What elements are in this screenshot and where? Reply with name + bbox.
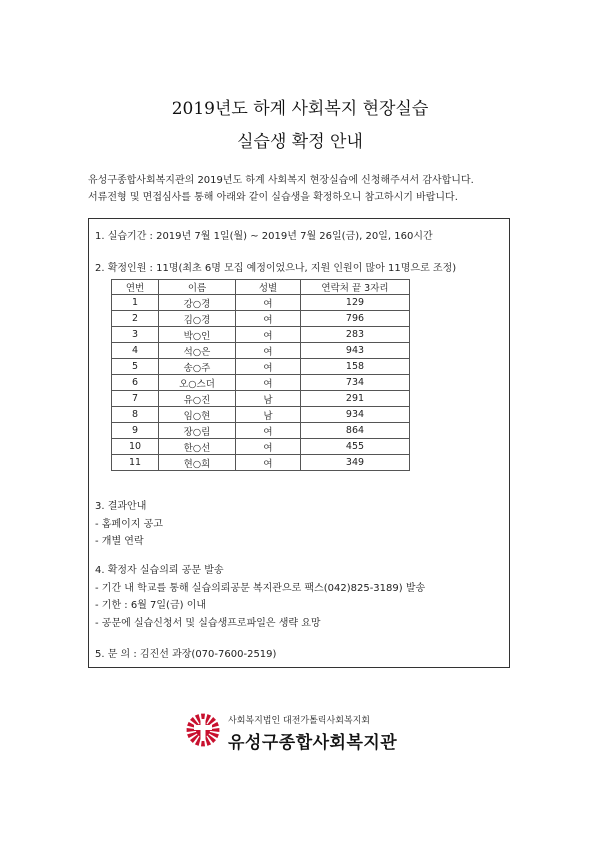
- cell-contact: 934: [301, 407, 410, 423]
- table-row: [112, 311, 410, 327]
- section-official-letter-item: - 기한 : 6월 7일(금) 이내: [95, 600, 207, 611]
- cell-gender: 여: [236, 375, 301, 391]
- table-row: [112, 391, 410, 407]
- cell-number: 9: [112, 423, 159, 439]
- table-row: [112, 455, 410, 471]
- caritas-cross-logo-icon: [186, 713, 220, 747]
- cell-gender: 여: [236, 423, 301, 439]
- table-row: [112, 439, 410, 455]
- cell-name: 석○은: [159, 343, 236, 359]
- cell-contact: 349: [301, 455, 410, 471]
- cell-gender: 여: [236, 327, 301, 343]
- cell-gender: 남: [236, 407, 301, 423]
- section-official-letter-item: - 공문에 실습신청서 및 실습생프로파일은 생략 요망: [95, 618, 321, 629]
- column-header-contact: 연락처 끝 3자리: [301, 280, 410, 295]
- cell-name: 유○진: [159, 391, 236, 407]
- cell-number: 4: [112, 343, 159, 359]
- cell-contact: 796: [301, 311, 410, 327]
- cell-number: 5: [112, 359, 159, 375]
- cell-name: 송○주: [159, 359, 236, 375]
- cell-gender: 여: [236, 439, 301, 455]
- cell-gender: 여: [236, 311, 301, 327]
- column-header-gender: 성별: [236, 280, 301, 295]
- cell-gender: 여: [236, 295, 301, 311]
- cell-number: 1: [112, 295, 159, 311]
- cell-contact: 864: [301, 423, 410, 439]
- cell-gender: 남: [236, 391, 301, 407]
- table-header-row: [112, 280, 410, 295]
- footer-org: 사회복지법인 대전가톨릭사회복지회: [228, 716, 370, 726]
- cell-contact: 455: [301, 439, 410, 455]
- trainee-table: [111, 279, 410, 471]
- footer-name: 유성구종합사회복지관: [228, 733, 398, 753]
- cell-contact: 283: [301, 327, 410, 343]
- cell-number: 8: [112, 407, 159, 423]
- intro-paragraph: [88, 172, 528, 206]
- section-official-letter-heading: 4. 확정자 실습의뢰 공문 발송: [95, 565, 224, 576]
- table-row: [112, 343, 410, 359]
- cell-name: 박○인: [159, 327, 236, 343]
- cell-contact: 158: [301, 359, 410, 375]
- cell-name: 강○경: [159, 295, 236, 311]
- cell-number: 7: [112, 391, 159, 407]
- cell-number: 2: [112, 311, 159, 327]
- column-header-name: 이름: [159, 280, 236, 295]
- cell-number: 11: [112, 455, 159, 471]
- cell-contact: 943: [301, 343, 410, 359]
- cell-number: 10: [112, 439, 159, 455]
- section-training-period: 1. 실습기간 : 2019년 7월 1일(월) ~ 2019년 7월 26일(금), 20일, 160시간: [95, 231, 433, 242]
- table-row: [112, 423, 410, 439]
- section-official-letter-item: - 기간 내 학교를 통해 실습의뢰공문 복지관으로 팩스(042)825-3189) 발송: [95, 583, 426, 594]
- cell-contact: 734: [301, 375, 410, 391]
- table-row: [112, 295, 410, 311]
- page-title-line1: 2019년도 하계 사회복지 현장실습: [171, 99, 429, 119]
- table-row: [112, 359, 410, 375]
- cell-name: 김○경: [159, 311, 236, 327]
- cell-contact: 129: [301, 295, 410, 311]
- cell-gender: 여: [236, 455, 301, 471]
- page-title-line2: 실습생 확정 안내: [237, 132, 363, 152]
- section-confirmed-count: 2. 확정인원 : 11명(최초 6명 모집 예정이었으나, 지원 인원이 많아 11명으로 조정): [95, 263, 457, 274]
- column-header-number: 연번: [112, 280, 159, 295]
- cell-name: 오○스더: [159, 375, 236, 391]
- section-result-item: - 개별 연락: [95, 536, 144, 547]
- section-result-item: - 홈페이지 공고: [95, 519, 163, 530]
- content-box: [88, 218, 510, 668]
- table-row: [112, 327, 410, 343]
- trainee-table-body: [112, 295, 410, 471]
- cell-name: 한○선: [159, 439, 236, 455]
- section-result-heading: 3. 결과안내: [95, 501, 147, 512]
- cell-number: 3: [112, 327, 159, 343]
- cell-contact: 291: [301, 391, 410, 407]
- cell-gender: 여: [236, 343, 301, 359]
- intro-line1: 유성구종합사회복지관의 2019년도 하계 사회복지 현장실습에 신청해주셔서 감사합니다.: [88, 175, 474, 186]
- table-row: [112, 375, 410, 391]
- cell-name: 장○림: [159, 423, 236, 439]
- cell-name: 임○현: [159, 407, 236, 423]
- section-contact: 5. 문 의 : 김진선 과장(070-7600-2519): [95, 649, 277, 660]
- cell-number: 6: [112, 375, 159, 391]
- cell-name: 현○희: [159, 455, 236, 471]
- intro-line2: 서류전형 및 면접심사를 통해 아래와 같이 실습생을 확정하오니 참고하시기 바랍니다.: [88, 192, 458, 203]
- cell-gender: 여: [236, 359, 301, 375]
- table-row: [112, 407, 410, 423]
